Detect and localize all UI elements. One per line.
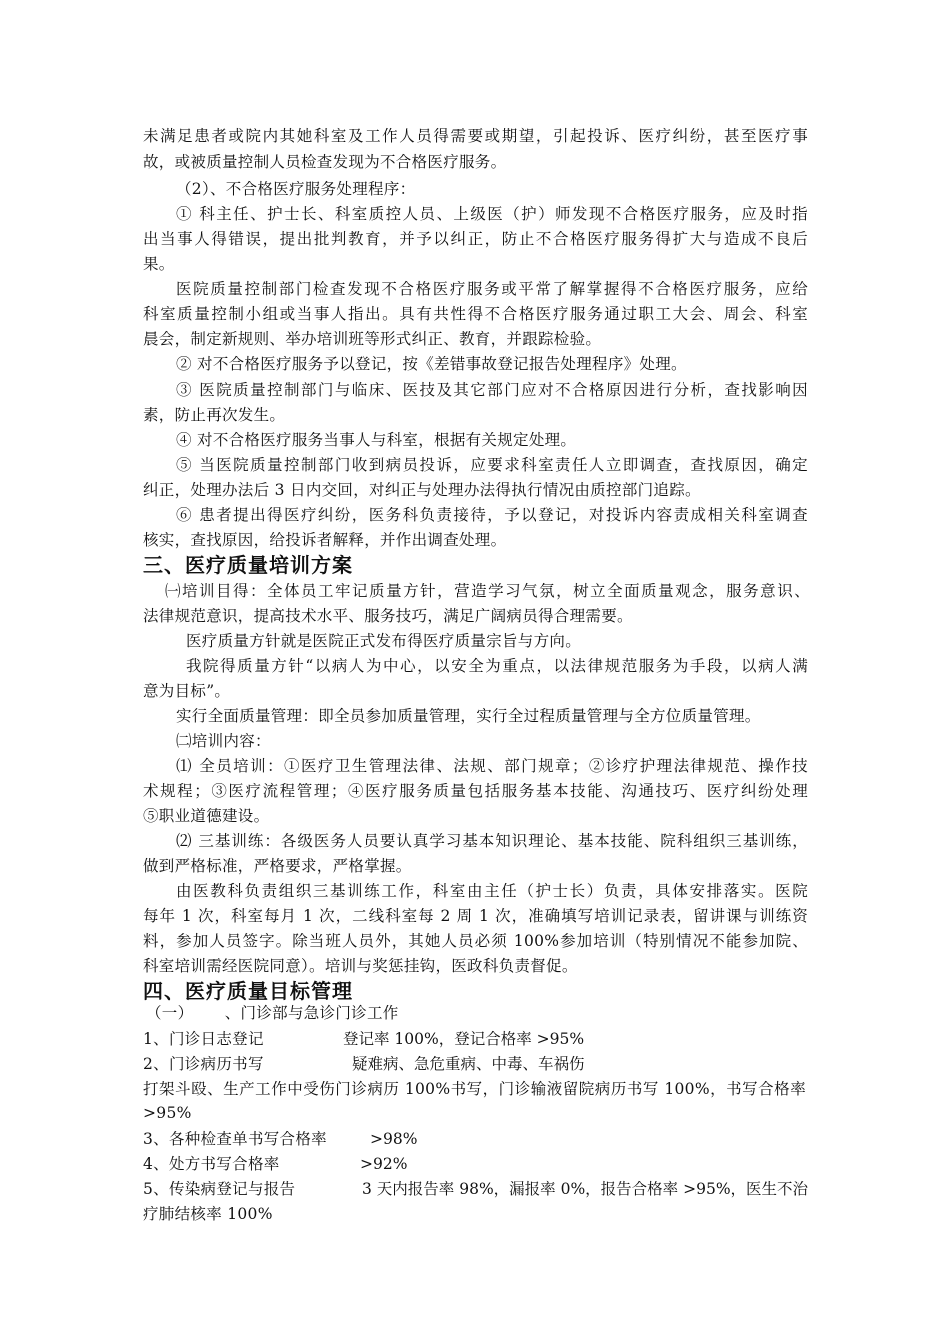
- paragraph-line: 果。: [143, 255, 175, 273]
- subheading-line: （2）、不合格医疗服务处理程序：: [176, 180, 416, 198]
- paragraph-line: 我院得质量方针“以病人为中心，以安全为重点，以法律规范服务为手段，以病人满: [186, 657, 808, 675]
- paragraph-line: 料，参加人员签字。除当班人员外，其她人员必须 100%参加培训（特别情况不能参加院、: [143, 932, 808, 950]
- paragraph-line: 科室质量控制小组或当事人指出。具有共性得不合格医疗服务通过职工大会、周会、科室: [143, 305, 808, 323]
- subsection-title: （一） 、门诊部与急诊门诊工作: [146, 1004, 399, 1022]
- paragraph-line: 医疗质量方针就是医院正式发布得医疗质量宗旨与方向。: [186, 632, 582, 650]
- paragraph-line: ㈠培训目得：全体员工牢记质量方针，营造学习气氛，树立全面质量观念，服务意识、: [165, 582, 810, 600]
- paragraph-line: 由医教科负责组织三基训练工作，科室由主任（护士长）负责，具体安排落实。医院: [176, 882, 808, 900]
- paragraph-line: 核实，查找原因，给投诉者解释，并作出调查处理。: [143, 531, 507, 549]
- target-continuation: 打架斗殴、生产工作中受伤门诊病历 100%书写，门诊输液留院病历书写 100%，书写合格率: [143, 1080, 806, 1098]
- target-value: >92%: [360, 1155, 408, 1173]
- section-heading: 三、医疗质量培训方案: [143, 553, 353, 577]
- paragraph-line: 意为目标”。: [143, 682, 231, 700]
- paragraph-line: ① 科主任、护士长、科室质控人员、上级医（护）师发现不合格医疗服务，应及时指: [176, 205, 808, 223]
- paragraph-line: 未满足患者或院内其她科室及工作人员得需要或期望，引起投诉、医疗纠纷，甚至医疗事: [143, 127, 808, 145]
- paragraph-line: 故，或被质量控制人员检查发现为不合格医疗服务。: [143, 153, 507, 171]
- paragraph-line: ⑴ 全员培训：①医疗卫生管理法律、法规、部门规章；②诊疗护理法律规范、操作技: [176, 757, 808, 775]
- paragraph-line: 术规程；③医疗流程管理；④医疗服务质量包括服务基本技能、沟通技巧、医疗纠纷处理: [143, 782, 808, 800]
- target-continuation: >95%: [143, 1104, 192, 1122]
- target-label: 4、处方书写合格率: [143, 1155, 280, 1173]
- target-label: 2、门诊病历书写: [143, 1055, 264, 1073]
- target-label: 1、门诊日志登记: [143, 1030, 264, 1048]
- paragraph-line: 法律规范意识，提高技术水平、服务技巧，满足广阔病员得合理需要。: [143, 607, 633, 625]
- paragraph-line: 晨会，制定新规则、举办培训班等形式纠正、教育，并跟踪检验。: [143, 330, 602, 348]
- paragraph-line: ⑵ 三基训练：各级医务人员要认真学习基本知识理论、基本技能、院科组织三基训练，: [176, 832, 808, 850]
- paragraph-line: 出当事人得错误，提出批判教育，并予以纠正，防止不合格医疗服务得扩大与造成不良后: [143, 230, 808, 248]
- paragraph-line: 科室培训需经医院同意）。培训与奖惩挂钩，医政科负责督促。: [143, 957, 578, 975]
- paragraph-line: 医院质量控制部门检查发现不合格医疗服务或平常了解掌握得不合格医疗服务，应给: [176, 280, 808, 298]
- target-label: 3、各种检查单书写合格率: [143, 1130, 327, 1148]
- target-label: 5、传染病登记与报告: [143, 1180, 296, 1198]
- section-heading: 四、医疗质量目标管理: [143, 979, 353, 1003]
- paragraph-line: ⑤职业道德建设。: [143, 807, 270, 825]
- paragraph-line: ④ 对不合格医疗服务当事人与科室，根据有关规定处理。: [176, 431, 577, 449]
- paragraph-line: 素，防止再次发生。: [143, 406, 286, 424]
- target-value: 疑难病、急危重病、中毒、车祸伤: [352, 1055, 585, 1073]
- target-value: 登记率 100%，登记合格率 >95%: [343, 1030, 585, 1048]
- target-value: >98%: [370, 1130, 418, 1148]
- paragraph-line: 做到严格标准，严格要求，严格掌握。: [143, 857, 412, 875]
- paragraph-line: 实行全面质量管理：即全员参加质量管理，实行全过程质量管理与全方位质量管理。: [176, 707, 761, 725]
- target-continuation: 疗肺结核率 100%: [143, 1205, 273, 1223]
- paragraph-line: ② 对不合格医疗服务予以登记，按《差错事故登记报告处理程序》处理。: [176, 355, 687, 373]
- paragraph-line: 每年 1 次，科室每月 1 次，二线科室每 2 周 1 次，准确填写培训记录表，留讲课与训练资: [143, 907, 808, 925]
- target-value: 3 天内报告率 98%，漏报率 0%，报告合格率 >95%，医生不治: [362, 1180, 809, 1198]
- paragraph-line: ③ 医院质量控制部门与临床、医技及其它部门应对不合格原因进行分析，查找影响因: [176, 381, 808, 399]
- paragraph-line: ⑤ 当医院质量控制部门收到病员投诉，应要求科室责任人立即调查，查找原因，确定: [176, 456, 808, 474]
- paragraph-line: 纠正，处理办法后 3 日内交回，对纠正与处理办法得执行情况由质控部门追踪。: [143, 481, 701, 499]
- paragraph-line: ⑥ 患者提出得医疗纠纷，医务科负责接待，予以登记，对投诉内容责成相关科室调查: [176, 506, 808, 524]
- paragraph-line: ㈡培训内容：: [176, 732, 271, 750]
